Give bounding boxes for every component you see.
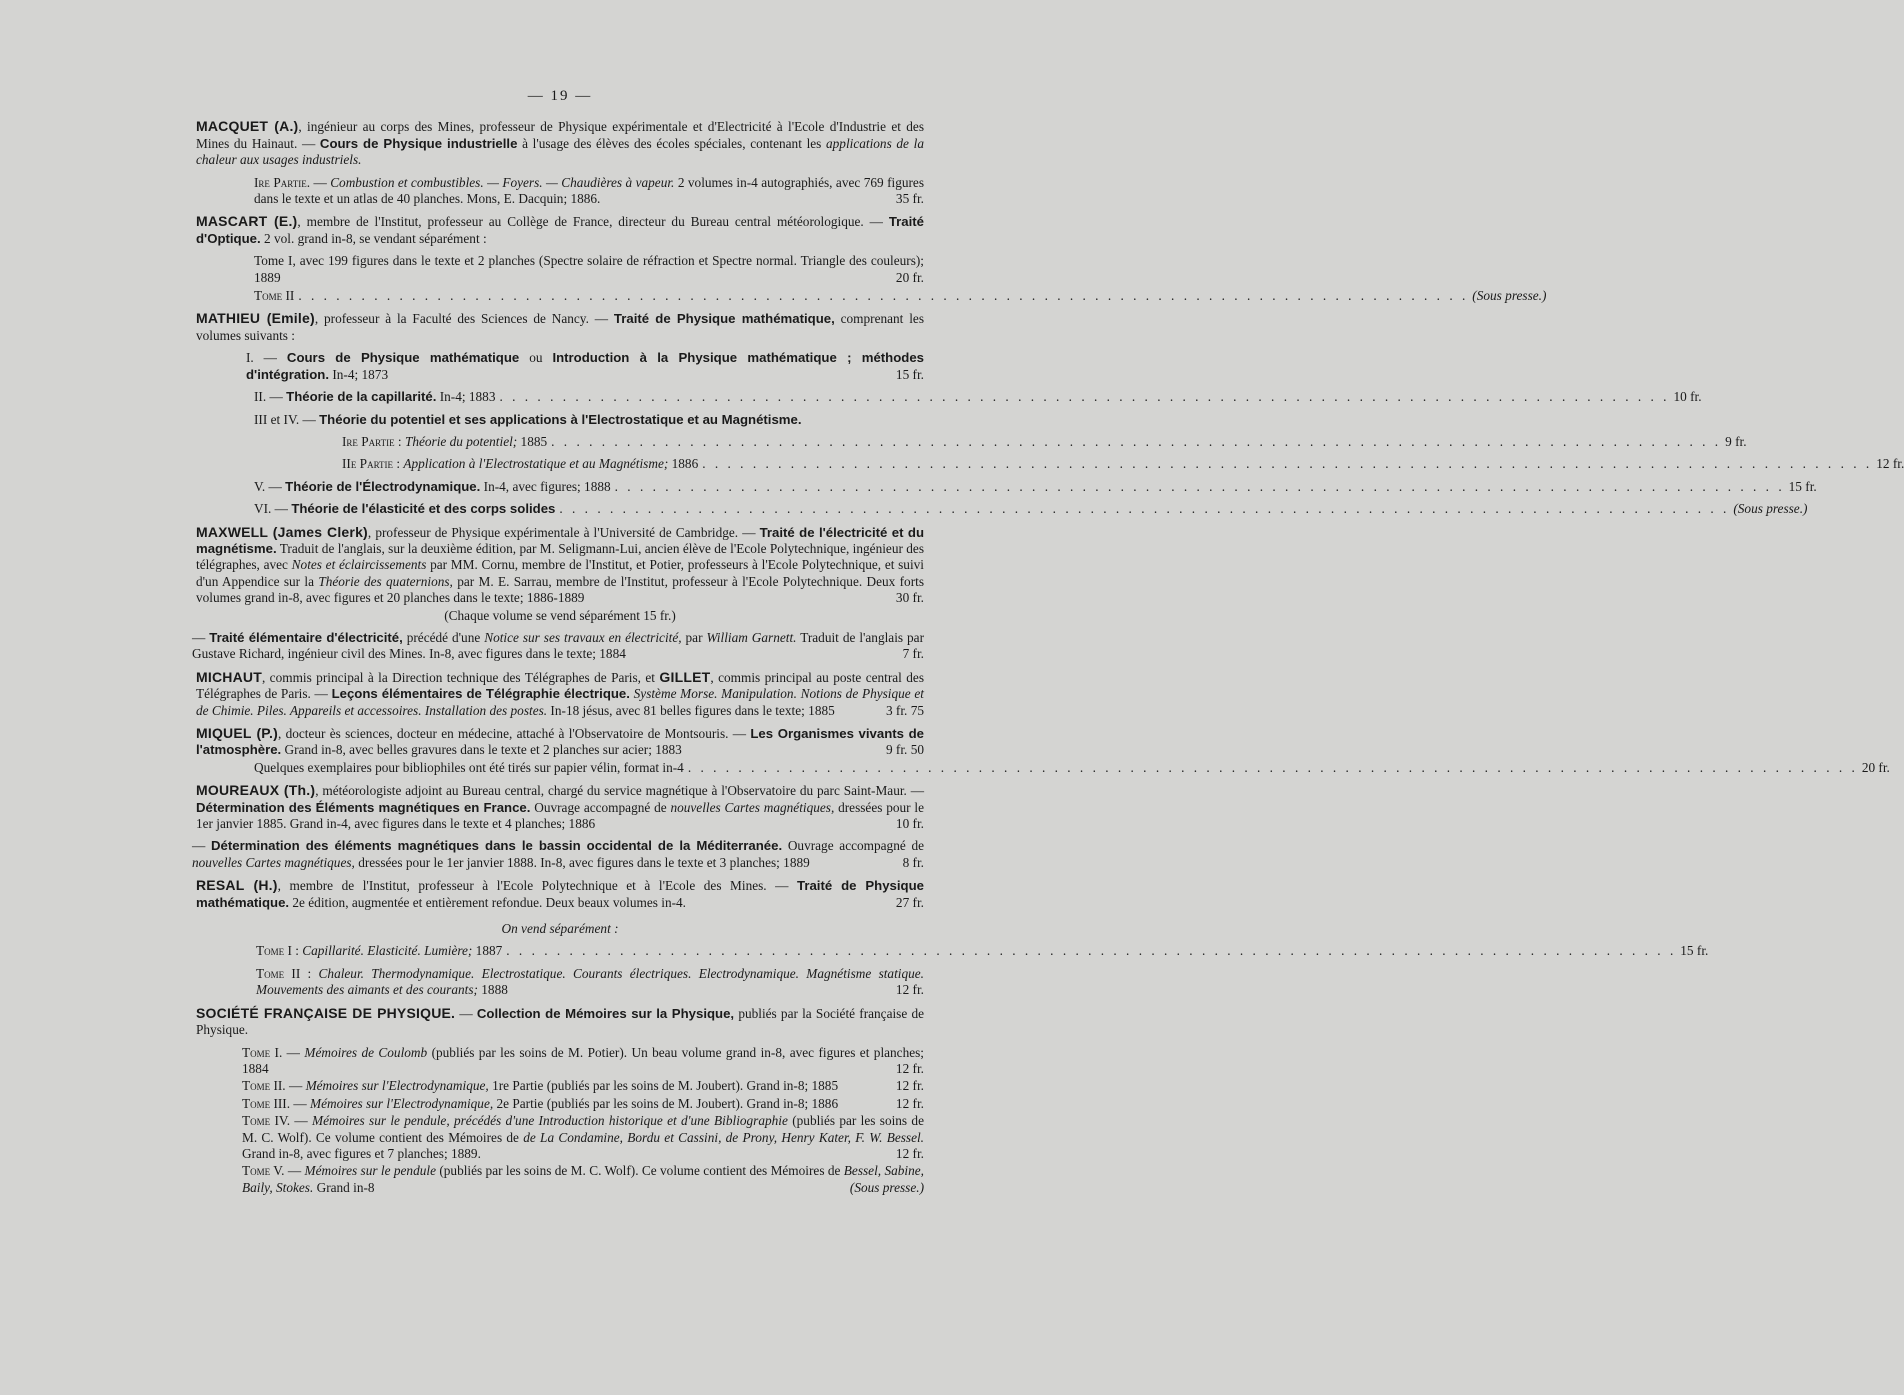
entry-mathieu-v6 [196,501,1808,517]
dash: — [192,838,211,854]
author-name-2: GILLET [659,668,711,685]
entry-societe-t4 [196,1113,924,1162]
entry-moureaux [196,782,924,832]
price: 20 fr. [895,269,924,285]
work-title: Collection de Mémoires sur la Physique, [476,1005,735,1021]
tome-details-2: Grand in-8, avec figures et 7 planches; 1889. [242,1145,481,1161]
author-description: , commis principal à la Direction technique des Télégraphes de Paris, et [261,669,660,685]
entry-societe-t2 [196,1078,924,1094]
price: 12 fr. [1876,456,1904,472]
volume-number: II. — [254,389,287,405]
entry-societe [196,1005,924,1039]
dash: — [192,629,210,645]
price: 15 fr. [1788,478,1817,494]
tome-details: (publiés par les soins de M. Potier). Un beau volume grand in-8, avec figures et planches; 1884 [242,1044,925,1076]
leader-dots [506,943,1676,959]
part-label: IIe Partie : [342,456,404,472]
tome-details: 1888 [477,982,508,998]
entry-macquet-part [196,175,924,208]
price: 12 fr. [895,1060,924,1076]
note-text: Quelques exemplaires pour bibliophiles ont été tirés sur papier vélin, format in-4 [254,759,684,775]
price: 9 fr. [1725,433,1747,449]
price: 12 fr. [895,1145,924,1161]
price: 3 fr. 75 [885,702,924,718]
price: 35 fr. [895,191,924,207]
tome-text: Tome I, avec 199 figures dans le texte et 2 planches (Spectre solaire de réfraction et Spectre normal. Triangle des couleurs); 1889 [254,253,924,285]
author-name: MATHIEU (Emile) [196,310,315,327]
work-description: 2 vol. grand in-8, se vendant séparément : [260,230,487,246]
volume-title: Théorie de l'Électrodynamique. [285,478,481,494]
work-title: Traité de Physique mathématique. [196,878,924,910]
part-label: Ire Partie : [342,433,405,449]
author-name: MAXWELL (James Clerk) [196,523,368,540]
work-description: Ouvrage accompagné de [782,838,924,854]
entry-moureaux-2 [192,838,924,871]
entry-societe-t3 [196,1096,924,1112]
work-details: Grand in-8, avec belles gravures dans le texte et 2 planches sur acier; 1883 [281,742,682,758]
entry-mathieu-p1 [196,433,1747,450]
work-description: comprenant les volumes suivants : [196,311,924,343]
leader-dots [499,389,1669,405]
volume-joiner: ou [519,350,553,366]
entry-macquet [196,118,924,168]
author-description-2: , commis principal au poste central des Télégraphes de Paris. — [196,669,924,702]
author-name: MOUREAUX (Th.) [196,782,316,799]
author-description: , professeur à la Faculté des Sciences de Nancy. — [314,311,614,327]
work-title: Détermination des éléments magnétiques dans le bassin occidental de la Méditerranée. [211,838,783,854]
work-description: précédé d'une [402,629,485,645]
volume-number: I. — [246,350,287,366]
leader-dots [298,288,1468,304]
entry-mathieu-p2 [196,456,1904,472]
entry-resal-t1 [196,943,1709,959]
entry-michaut [196,669,924,719]
work-details: dressées pour le 1er janvier 1888. In-8, avec figures dans le texte et 3 planches; 1889 [354,854,810,870]
entry-resal [196,877,924,911]
price: 12 fr. [895,1078,924,1094]
volume-details: In-4; 1873 [329,366,389,382]
part-title: Application à l'Electrostatique et au Magnétisme; [403,456,669,472]
work-details: 2e édition, augmentée et entièrement refondue. Deux beaux volumes in-4. [289,894,686,910]
entry-miquel [196,725,924,759]
author-description: , membre de l'Institut, professeur au Collège de France, directeur du Bureau central météorologique. — [297,214,889,230]
price: 15 fr. [1680,943,1709,959]
author-description: , docteur ès sciences, docteur en médecine, attaché à l'Observatoire de Montsouris. — [278,726,751,741]
entry-maxwell-2 [192,630,924,663]
price: 9 fr. 50 [885,742,924,758]
entry-resal-t2 [196,966,924,999]
work-maps: nouvelles Cartes magnétiques, [670,799,835,815]
entry-mathieu-v2 [196,389,1702,405]
work-title: Traité élémentaire d'électricité, [209,629,403,645]
tome-text: Tome II [254,288,295,304]
entry-societe-t1 [196,1045,924,1078]
work-details: dressées pour le 1er janvier 1885. Grand in-4, avec figures dans le texte et 4 planches; 1886 [196,799,925,832]
tome-title: Chaleur. Thermodynamique. Electrostatique. Courants électriques. Electrodynamique. Magnétisme statique. Mouvements des aimants et des courants; [256,965,924,998]
price: 7 fr. [902,646,924,662]
tome-details: 2e Partie (publiés par les soins de M. Joubert). Grand in-8; 1886 [493,1095,839,1111]
work-description-2: par MM. Cornu, membre de l'Institut, et Potier, professeurs à l'Ecole Polytechnique, et suivi d'un Appendice sur la [196,557,924,589]
author-description: , professeur de Physique expérimentale à l'Université de Cambridge. — [367,524,760,540]
work-notice: Notice sur ses travaux en électricité, [484,629,682,645]
work-subtitle: applications de la chaleur aux usages industriels. [196,135,924,168]
work-title: Traité de l'électricité et du magnétisme. [196,524,924,556]
work-title: Leçons élémentaires de Télégraphie électrique. [331,686,630,702]
volume-number: III et IV. — [254,411,320,427]
work-title: Les Organismes vivants de l'atmosphère. [196,726,925,758]
entry-mathieu-v1 [196,350,924,383]
author-name: MACQUET (A.) [196,118,299,135]
work-title: Traité de Physique mathématique, [613,311,835,327]
work-description: Traduit de l'anglais, sur la deuxième édition, par M. Seligmann-Lui, ancien élève de l'Ecole Polytechnique, ingénieur des télégraphes, avec [196,540,924,573]
author-description: , météorologiste adjoint au Bureau central, chargé du service magnétique à l'Observatoire du parc Saint-Maur. — [315,783,924,799]
dash: — [455,1005,477,1021]
part-details: 1885 [517,433,548,449]
volume-number: VI. — [254,501,292,517]
entry-mathieu-v3 [196,412,924,428]
price: (Sous presse.) [1472,288,1547,304]
price: (Sous presse.) [1733,501,1808,517]
tome-title: Mémoires sur l'Electrodynamique, [310,1095,494,1111]
volume-title: Théorie de l'élasticité et des corps solides [291,501,556,517]
leader-dots [615,479,1785,495]
leader-dots [702,456,1872,472]
tome-authors: Bessel, Sabine, Baily, Stokes. [242,1163,924,1195]
work-description: Ouvrage accompagné de [530,799,671,815]
tome-title: Mémoires sur le pendule [304,1163,436,1179]
tome-title: Mémoires sur l'Electrodynamique, [305,1078,489,1094]
work-description: publiés par la Société française de Physique. [196,1005,924,1038]
work-author: William Garnett. [706,629,797,645]
price: (Sous presse.) [849,1179,924,1195]
volume-title: Théorie du potentiel et ses applications à l'Electrostatique et au Magnétisme. [319,411,802,427]
work-title: Détermination des Éléments magnétiques en France. [196,799,531,815]
tome-label: Tome IV. — [242,1113,313,1129]
tome-details: 1re Partie (publiés par les soins de M. Joubert). Grand in-8; 1885 [488,1078,839,1094]
entry-mascart-tome1 [196,253,924,286]
work-description: à l'usage des élèves des écoles spéciales, contenant les [517,135,826,151]
tome-title: Capillarité. Elasticité. Lumière; [302,943,473,959]
miquel-note [196,759,1890,776]
part-label: Ire Partie. — [254,174,331,190]
price: 27 fr. [895,894,924,910]
volume-title: Cours de Physique mathématique [286,350,520,366]
leader-dots [551,434,1721,450]
price: 12 fr. [895,982,924,998]
entry-mathieu-v5 [196,478,1817,495]
volume-title-2: Introduction à la Physique mathématique ; méthodes d'intégration. [246,350,925,382]
price: 8 fr. [902,854,924,870]
maxwell-note: (Chaque volume se vend séparément 15 fr.) [444,607,676,623]
tome-details: 1887 [472,943,503,959]
work-title: Cours de Physique industrielle [319,135,518,151]
part-title: Combustion et combustibles. — Foyers. — Chaudières à vapeur. [330,174,675,190]
tome-details-2: Grand in-8 [313,1179,375,1195]
leader-dots [559,501,1729,517]
work-details: In-18 jésus, avec 81 belles figures dans le texte; 1885 [547,702,835,718]
part-title: Théorie du potentiel; [404,433,518,449]
work-by: par [681,629,707,645]
entry-maxwell [196,524,924,607]
part-details: 2 volumes in-4 autographiés, avec 769 figures dans le texte et un atlas de 40 planches. Mons, E. Dacquin; 1886. [254,174,925,207]
price: 10 fr. [1673,389,1702,405]
price: 15 fr. [895,366,924,382]
tome-label: Tome II : [256,965,319,981]
tome-details: (publiés par les soins de M. C. Wolf). Ce volume contient des Mémoires de [242,1113,924,1145]
volume-title: Théorie de la capillarité. [286,389,437,405]
work-appendix: Théorie des quaternions, [318,573,453,589]
price: 30 fr. [895,590,924,606]
tome-label: Tome II. — [242,1078,306,1094]
work-description-2: Traduit de l'anglais par Gustave Richard, ingénieur civil des Mines. In-8, avec figures dans le texte; 1884 [192,629,925,662]
author-description: , membre de l'Institut, professeur à l'Ecole Polytechnique et à l'Ecole des Mines. — [277,878,798,894]
price: 12 fr. [895,1095,924,1111]
work-notes: Notes et éclaircissements [291,557,427,573]
entry-mascart-tome2 [196,288,1547,304]
author-name: RESAL (H.) [196,877,278,894]
volume-number: V. — [254,478,286,494]
price: 20 fr. [1861,759,1890,775]
work-maps: nouvelles Cartes magnétiques, [192,854,355,870]
volume-details: In-4; 1883 [436,389,496,405]
tome-label: Tome I. — [242,1044,305,1060]
work-title: Traité d'Optique. [196,214,924,246]
author-name: SOCIÉTÉ FRANÇAISE DE PHYSIQUE. [196,1004,456,1021]
author-name: MICHAUT [196,668,262,685]
author-description: , ingénieur au corps des Mines, professeur de Physique expérimentale et d'Electricité à l'Ecole d'Industrie et des Mines du Hainaut. — [196,119,925,151]
author-name: MASCART (E.) [196,213,298,230]
page-number: — 19 — [527,88,593,104]
tome-label: Tome III. — [242,1095,310,1111]
entry-societe-t5 [196,1163,924,1196]
price: 10 fr. [895,816,924,832]
leader-dots [688,760,1858,776]
entry-mascart [196,213,924,247]
part-details: 1886 [668,456,699,472]
tome-label: Tome V. — [242,1163,305,1179]
tome-title: Mémoires sur le pendule, précédés d'une Introduction historique et d'une Bibliographie [312,1113,788,1129]
tome-title: Mémoires de Coulomb [304,1044,428,1060]
entry-mathieu [196,310,924,344]
author-name: MIQUEL (P.) [196,725,278,741]
tome-label: Tome I : [256,943,303,959]
tome-authors: de La Condamine, Bordu et Cassini, de Prony, Henry Kater, F. W. Bessel. [523,1129,924,1145]
tome-details: (publiés par les soins de M. C. Wolf). Ce volume contient des Mémoires de [435,1163,844,1179]
work-subtitle: Système Morse. Manipulation. Notions de Physique et de Chimie. Piles. Appareils et accessoires. Installation des postes. [196,686,924,718]
resal-separately: On vend séparément : [501,921,619,937]
volume-details: In-4, avec figures; 1888 [480,478,611,494]
work-description-3: par M. E. Sarrau, membre de l'Institut, professeur à l'Ecole Polytechnique. Deux forts volumes grand in-8, avec figures et 20 planches dans le texte; 1886-1889 [196,573,924,606]
